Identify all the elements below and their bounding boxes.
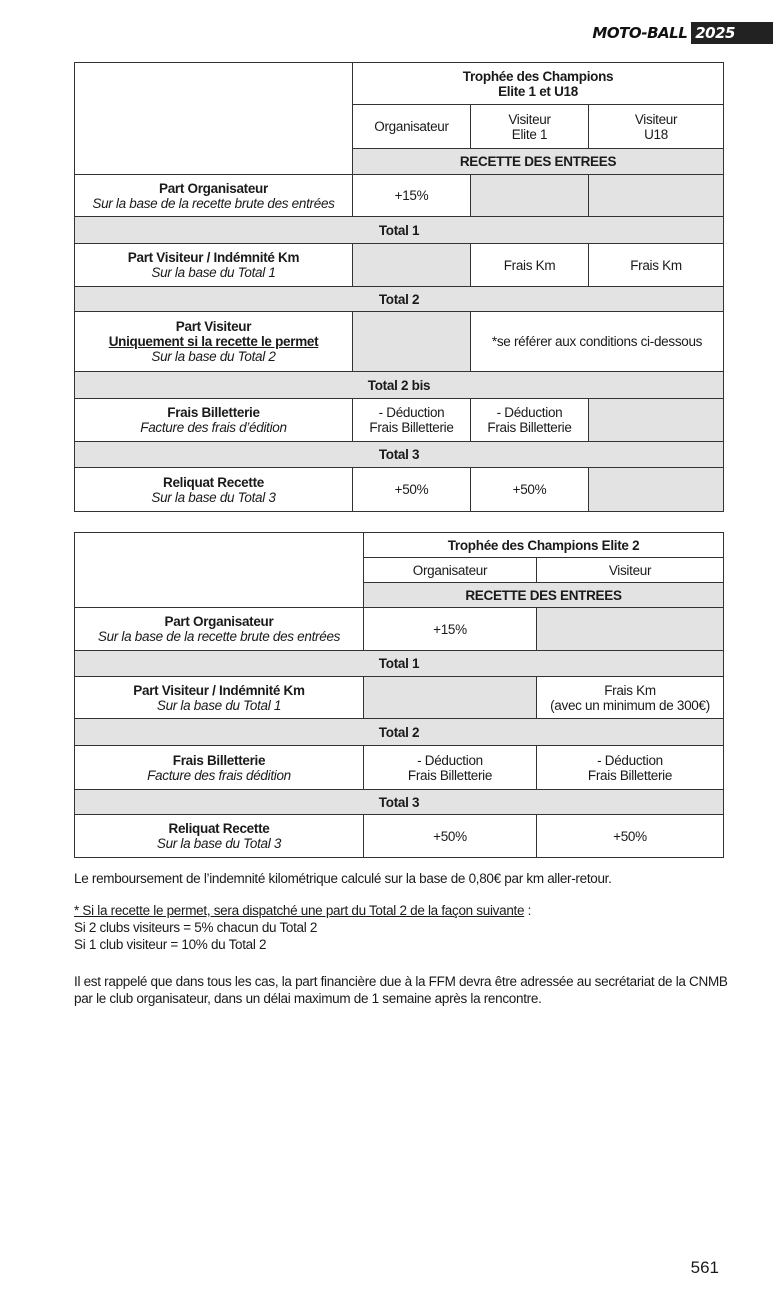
table1-total1: Total 1	[75, 217, 724, 244]
table2-empty-cell	[537, 608, 724, 651]
table1-total2bis: Total 2 bis	[75, 372, 724, 399]
table1-total3: Total 3	[75, 442, 724, 468]
table2-reliquat-label: Reliquat Recette Sur la base du Total 3	[75, 815, 364, 858]
table1-empty-cell	[589, 175, 724, 217]
table1-frais-billetterie-label: Frais Billetterie Facture des frais d’édition	[75, 399, 353, 442]
table1-reliquat-label: Reliquat Recette Sur la base du Total 3	[75, 468, 353, 512]
table1-reliquat-visiteur: +50%	[471, 468, 589, 512]
note-remboursement: Le remboursement de l’indemnité kilométrique calculé sur la base de 0,80€ par km aller-retour.	[74, 871, 612, 886]
table2-title: Trophée des Champions Elite 2	[364, 533, 724, 558]
table1-part-visiteur-km-label: Part Visiteur / Indémnité Km Sur la base du Total 1	[75, 244, 353, 287]
table1-col-visiteur-u18: Visiteur U18	[589, 105, 724, 149]
table1-frais-km-elite1: Frais Km	[471, 244, 589, 287]
table1-empty-cell	[471, 175, 589, 217]
table2-empty-cell	[364, 677, 537, 719]
condition-title: * Si la recette le permet, sera dispatché une part du Total 2 de la façon suivante	[74, 903, 525, 918]
table2-part-organisateur-label: Part Organisateur Sur la base de la recette brute des entrées	[75, 608, 364, 651]
table1-part-visiteur-note: *se référer aux conditions ci-dessous	[471, 312, 724, 372]
table2-part-visiteur-km-label: Part Visiteur / Indémnité Km Sur la base du Total 1	[75, 677, 364, 719]
table2-col-visiteur: Visiteur	[537, 558, 724, 583]
table1-empty-cell	[353, 312, 471, 372]
table1-col-visiteur-elite1: Visiteur Elite 1	[471, 105, 589, 149]
table2-deduction-visiteur: - Déduction Frais Billetterie	[537, 746, 724, 790]
table1-empty-cell	[589, 468, 724, 512]
table2-col-organisateur: Organisateur	[364, 558, 537, 583]
table1-part-organisateur-label: Part Organisateur Sur la base de la recette brute des entrées	[75, 175, 353, 217]
table2-total1: Total 1	[75, 651, 724, 677]
table1-empty-cell	[353, 244, 471, 287]
table2-total2: Total 2	[75, 719, 724, 746]
condition-line-2: Si 1 club visiteur = 10% du Total 2	[74, 937, 267, 952]
table-elite1-u18	[74, 62, 724, 512]
table1-corner	[75, 63, 353, 175]
table1-reliquat-organisateur: +50%	[353, 468, 471, 512]
table2-deduction-organisateur: - Déduction Frais Billetterie	[364, 746, 537, 790]
page-number: 561	[690, 1258, 719, 1277]
brand-header	[592, 22, 773, 44]
table1-frais-km-u18: Frais Km	[589, 244, 724, 287]
table1-deduction-organisateur: - Déduction Frais Billetterie	[353, 399, 471, 442]
table-elite2	[74, 532, 724, 858]
table2-total3: Total 3	[75, 790, 724, 815]
table1-total2: Total 2	[75, 287, 724, 312]
table1-part-organisateur-value: +15%	[353, 175, 471, 217]
brand-name: MOTO-BALL	[592, 24, 688, 42]
table2-frais-km-visiteur: Frais Km (avec un minimum de 300€)	[537, 677, 724, 719]
table1-part-visiteur-label: Part Visiteur Uniquement si la recette le permet Sur la base du Total 2	[75, 312, 353, 372]
table1-empty-cell	[589, 399, 724, 442]
table1-title: Trophée des Champions Elite 1 et U18	[353, 63, 724, 105]
table2-reliquat-visiteur: +50%	[537, 815, 724, 858]
note-conditions: * Si la recette le permet, sera dispatché une part du Total 2 de la façon suivante : Si 2 clubs visiteurs = 5% chacun du Total 2 Si 1 club visiteur = 10% du Total 2	[74, 902, 729, 953]
table2-part-organisateur-value: +15%	[364, 608, 537, 651]
brand-year: 2025	[691, 22, 773, 44]
table2-reliquat-organisateur: +50%	[364, 815, 537, 858]
table1-deduction-visiteur: - Déduction Frais Billetterie	[471, 399, 589, 442]
table1-recette-header: RECETTE DES ENTREES	[353, 149, 724, 175]
table1-col-organisateur: Organisateur	[353, 105, 471, 149]
condition-line-1: Si 2 clubs visiteurs = 5% chacun du Total 2	[74, 920, 318, 935]
table2-frais-billetterie-label: Frais Billetterie Facture des frais dédition	[75, 746, 364, 790]
table2-corner	[75, 533, 364, 608]
note-rappel: Il est rappelé que dans tous les cas, la part financière due à la FFM devra être adressée au secrétariat de la CNMB par le club organisateur, dans un délai maximum de 1 semaine après la rencontre.	[74, 974, 728, 1006]
table2-recette-header: RECETTE DES ENTREES	[364, 583, 724, 608]
